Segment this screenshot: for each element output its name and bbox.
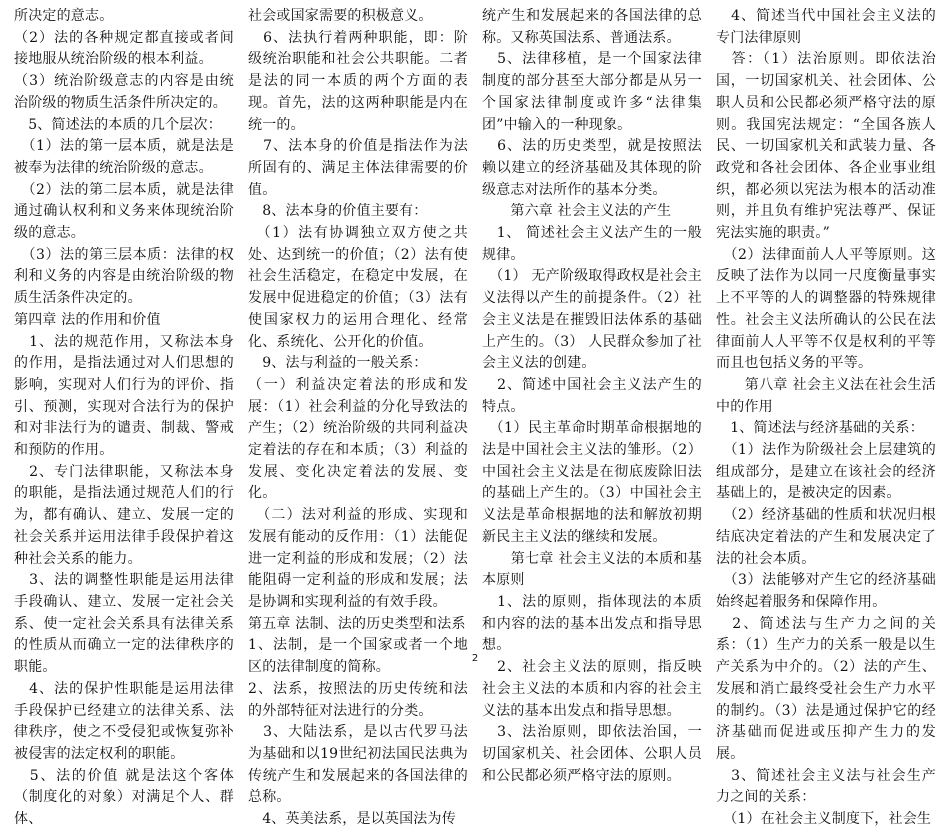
paragraph: （1）法有协调独立双方使之共处、达到统一的价值；（2）法有使社会生活稳定，在稳定中发展，在发展中促进稳定的价值；（3）法有使国家权力的运用合理化、经常化、系统化、公开化的价值。	[248, 225, 468, 350]
paragraph: （二）法对利益的形成、实现和发展有能动的反作用：（1）法能促进一定利益的形成和发展；（2）法能阻碍一定利益的形成和发展；法是协调和实现利益的有效手段。	[248, 507, 468, 610]
paragraph: 统产生和发展起来的各国法律的总称。又称英国法系、普通法系。	[482, 8, 702, 46]
paragraph: 2、法系，按照法的历史传统和法的外部特征对法进行的分类。	[248, 680, 468, 719]
paragraph: （一）利益决定着法的形成和发展：（1）社会利益的分化导致法的产生；（2）统治阶级的共同利益决定着法的存在和本质；（3）利益的发展、变化决定着法的发展、变化。	[248, 376, 468, 502]
paragraph: （1）在社会主义制度下，社会生	[716, 811, 932, 828]
paragraph: 6、法的历史类型，就是按照法赖以建立的经济基础及其体现的阶级意志对法所作的基本分类。	[482, 138, 702, 198]
paragraph: （2）法的第二层本质，就是法律通过确认权利和义务来体现统治阶级的意志。	[14, 181, 234, 242]
paragraph: 1、 简述社会主义法产生的一般规律。	[482, 225, 702, 263]
paragraph: 5、简述法的本质的几个层次：	[14, 116, 222, 133]
paragraph: （3）统治阶级意志的内容是由统治阶级的物质生活条件所决定的。	[14, 73, 234, 111]
paragraph: 8、法本身的价值主要有：	[248, 203, 428, 220]
chapter-heading: 第五章 法制、法的历史类型和法系	[248, 615, 466, 632]
paragraph: 2、简述中国社会主义法产生的特点。	[482, 376, 702, 415]
paragraph: （3）法能够对产生它的经济基础始终起着服务和保障作用。	[716, 572, 936, 610]
paragraph: 3、简述社会主义法与社会生产力之间的关系：	[716, 767, 936, 806]
paragraph: 5、法律移植，是一个国家法律制度的部分甚至大部分都是从另一个国家法律制度或许多“法律集团”中输入的一种现象。	[482, 51, 702, 133]
paragraph: 3、大陆法系，是以古代罗马法为基础和以19世纪初法国民法典为传统产生和发展起来的各国法律的总称。	[248, 724, 468, 806]
paragraph: （3）法的第三层本质：法律的权利和义务的内容是由统治阶级的物质生活条件决定的。	[14, 246, 234, 307]
text-column-3	[482, 6, 702, 784]
paragraph: 2、专门法律职能，又称法本身的职能，是指法通过规范人们的行为，都有确认、建立、发展一定的社会关系并运用法律手段保护着这种社会关系的能力。	[14, 463, 234, 567]
paragraph: （2）法律面前人人平等原则。这反映了法作为以同一尺度衡量事实上不平等的人的调整器的特殊规律性。社会主义法所确认的公民在法律面前人人平等不仅是权利的平等而且也包括义务的平等。	[716, 246, 936, 372]
paragraph: （1）法作为阶级社会上层建筑的组成部分，是建立在该社会的经济基础上的，是被决定的因素。	[716, 442, 936, 502]
paragraph: （1）法的第一层本质，就是法是被奉为法律的统治阶级的意志。	[14, 138, 234, 176]
paragraph: 7、法本身的价值是指法作为法所固有的、满足主体法律需要的价值。	[248, 138, 468, 198]
chapter-heading: 第六章 社会主义法的产生	[482, 203, 672, 220]
paragraph: 4、法的保护性职能是运用法律手段保护已经建立的法律关系、法律秩序，使之不受侵犯或恢复弥补被侵害的法定权利的职能。	[14, 680, 234, 762]
chapter-heading: 第七章 社会主义法的本质和基本原则	[482, 550, 702, 589]
paragraph: 1、法制，是一个国家或者一个地区的法律制度的简称。	[248, 637, 468, 676]
paragraph: 答：（1）法治原则。即依法治国，一切国家机关、社会团体、公职人员和公民都必须严格守法的原则。我国宪法规定：“全国各族人民、一切国家机关和武装力量、各政党和各社会团体、各企业事业组织，都必须以宪法为根本的活动准则，并且负有维护宪法尊严、保证宪法实施的职责。”	[716, 51, 936, 242]
paragraph: （1） 无产阶级取得政权是社会主义法得以产生的前提条件。（2）社会主义法是在摧毁旧法体系的基础上产生的。（3） 人民群众参加了社会主义法的创建。	[482, 268, 702, 372]
paragraph: 2、简述法与生产力之间的关系：（1）生产力的关系一般是以生产关系为中介的。（2）法的产生、发展和消亡最终受社会生产力水平的制约。（3）法是通过保护它的经济基础而促进或压抑产生力的发展。	[716, 615, 936, 762]
paragraph: 1、法的规范作用，又称法本身的作用，是指法通过对人们思想的影响，实现对人们行为的评价、指引、预测，实现对合法行为的保护和对非法行为的谴责、制裁、警戒和预防的作用。	[14, 333, 234, 459]
paragraph: 所决定的意志。	[14, 8, 114, 24]
paragraph: 3、法的调整性职能是运用法律手段确认、建立、发展一定社会关系、使一定社会关系具有法律关系的性质从而确立一定的法律秩序的职能。	[14, 572, 234, 676]
chapter-heading: 第四章 法的作用和价值	[14, 311, 161, 328]
paragraph: （1）民主革命时期革命根据地的法是中国社会主义法的雏形。（2）中国社会主义法是在彻底废除旧法的基础上产生的。（3）中国社会主义法是革命根据地的法和解放初期新民主主义法的继续和发展。	[482, 420, 702, 545]
text-column-2	[248, 6, 468, 828]
paragraph: 1、法的原则，指体现法的本质和内容的法的基本出发点和指导思想。	[482, 593, 702, 654]
page-number: 2	[471, 653, 479, 664]
paragraph: 4、英美法系，是以英国法为传	[248, 811, 456, 828]
paragraph: 4、简述当代中国社会主义法的专门法律原则	[716, 8, 936, 46]
document-page	[14, 6, 940, 828]
text-column-1	[14, 6, 234, 828]
paragraph: 5、法的价值 就是法这个客体（制度化的对象）对满足个人、群体、	[14, 767, 234, 828]
paragraph: 9、法与利益的一般关系：	[248, 355, 428, 372]
paragraph: 3、法治原则，即依法治国，一切国家机关、社会团体、公职人员和公民都必须严格守法的原则。	[482, 724, 702, 784]
paragraph: 1、简述法与经济基础的关系：	[716, 420, 924, 437]
text-column-4	[716, 6, 936, 828]
paragraph: （2）经济基础的性质和状况归根结底决定着法的产生和发展决定了法的社会本质。	[716, 507, 936, 567]
paragraph: 6、法执行着两种职能，即：阶级统治职能和社会公共职能。二者是法的同一本质的两个方面的表现。首先，法的这两种职能是内在统一的。	[248, 29, 468, 133]
paragraph: （2）法的各种规定都直接或者间接地服从统治阶级的根本利益。	[14, 29, 234, 68]
paragraph: 社会或国家需要的积极意义。	[248, 8, 433, 24]
chapter-heading: 第八章 社会主义法在社会生活中的作用	[716, 376, 936, 415]
paragraph: 2、社会主义法的原则，指反映社会主义法的本质和内容的社会主义法的基本出发点和指导思想。	[482, 659, 702, 719]
